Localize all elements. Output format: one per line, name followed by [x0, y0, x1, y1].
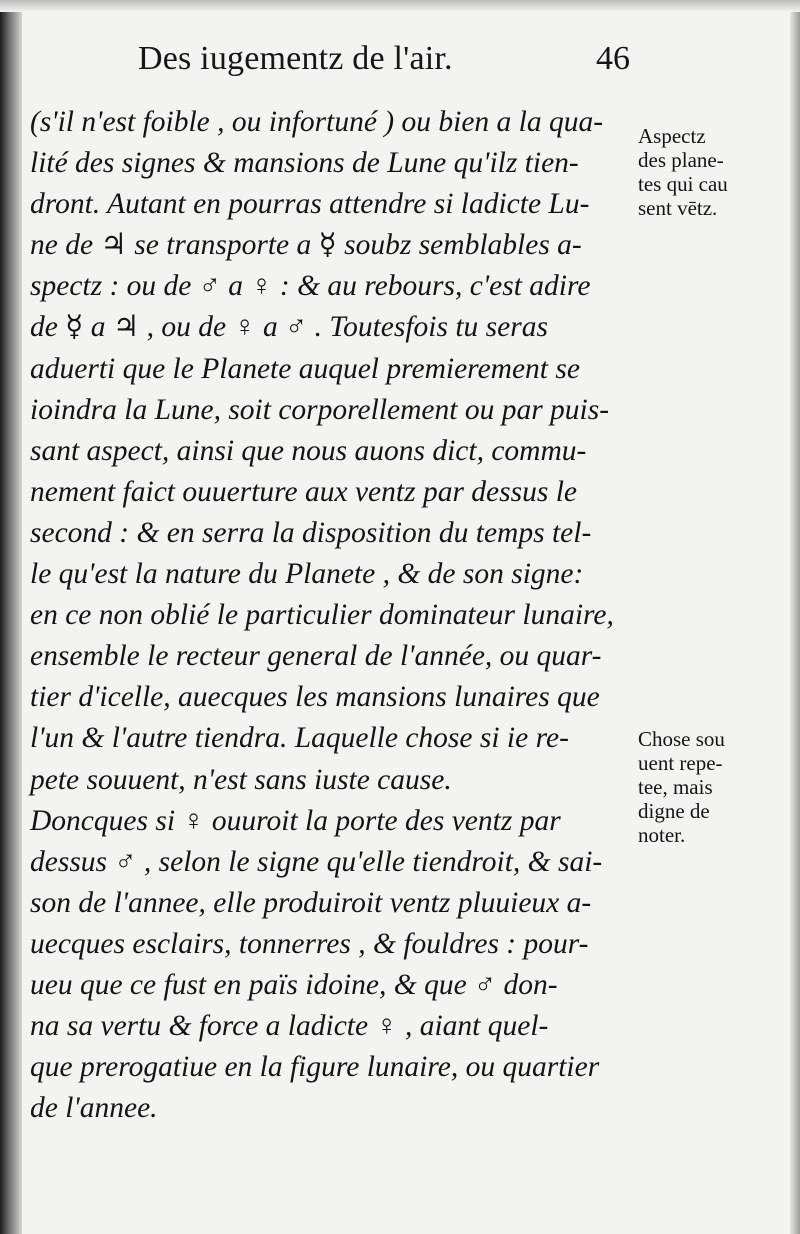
text-line: sant aspect, ainsi que nous auons dict, commu- [30, 434, 587, 467]
margin-note-line: uent repe- [638, 751, 723, 775]
margin-note-line: tee, mais [638, 775, 713, 799]
margin-note-aspects [638, 124, 788, 220]
text-line: Doncques si ♀ ouuroit la porte des ventz par [30, 804, 561, 837]
text-line: nement faict ouuerture aux ventz par dessus le [30, 475, 578, 508]
text-line: de ☿ a ♃ , ou de ♀ a ♂ . Toutesfois tu seras [30, 311, 548, 344]
text-line: dessus ♂ , selon le signe qu'elle tiendroit, & sai- [30, 845, 603, 878]
text-line: ioindra la Lune, soit corporellement ou par puis- [30, 393, 610, 426]
text-line: na sa vertu & force a ladicte ♀ , aiant quel- [30, 1010, 549, 1043]
margin-note-line: noter. [638, 823, 686, 847]
top-edge-shadow [0, 0, 800, 12]
text-line: ensemble le recteur general de l'année, ou quar- [30, 640, 602, 673]
body-text [30, 102, 630, 1129]
margin-note-line: digne de [638, 799, 710, 823]
text-line: l'un & l'autre tiendra. Laquelle chose si ie re- [30, 722, 569, 755]
text-line: ne de ♃ se transporte a ☿ soubz semblables a- [30, 229, 582, 262]
page-edge-shadow [790, 0, 800, 1234]
running-title: Des iugementz de l'air. [138, 40, 453, 77]
text-line: tier d'icelle, auecques les mansions lunaires que [30, 681, 600, 714]
text-line: le qu'est la nature du Planete , & de son signe: [30, 558, 584, 591]
margin-note-line: sent vētz. [638, 196, 718, 220]
text-line: dront. Autant en pourras attendre si ladicte Lu- [30, 188, 590, 221]
text-line: aduerti que le Planete auquel premierement se [30, 352, 580, 385]
text-line: ueu que ce fust en païs idoine, & que ♂ don- [30, 968, 558, 1001]
text-line: de l'annee. [30, 1092, 158, 1125]
text-line: son de l'annee, elle produiroit ventz pluuieux a- [30, 886, 592, 919]
margin-note-line: Aspectz [638, 124, 706, 148]
text-line: pete souuent, n'est sans iuste cause. [30, 763, 452, 796]
text-line: que prerogatiue en la figure lunaire, ou quartier [30, 1051, 600, 1084]
margin-note-line: Chose sou [638, 727, 725, 751]
text-line: second : & en serra la disposition du temps tel- [30, 516, 592, 549]
text-line: en ce non oblié le particulier dominateur lunaire, [30, 599, 614, 632]
binding-shadow [0, 0, 22, 1234]
text-line: uecques esclairs, tonnerres , & fouldres : pour- [30, 927, 589, 960]
page-number: 46 [596, 40, 630, 77]
margin-note-line: tes qui cau [638, 172, 728, 196]
margin-note-repeat [638, 727, 788, 847]
text-line: (s'il n'est foible , ou infortuné ) ou bien a la qua- [30, 106, 604, 138]
text-line: spectz : ou de ♂ a ♀ : & au rebours, c'est adire [30, 270, 591, 303]
margin-note-line: des plane- [638, 148, 724, 172]
text-line: lité des signes & mansions de Lune qu'ilz tien- [30, 147, 579, 180]
